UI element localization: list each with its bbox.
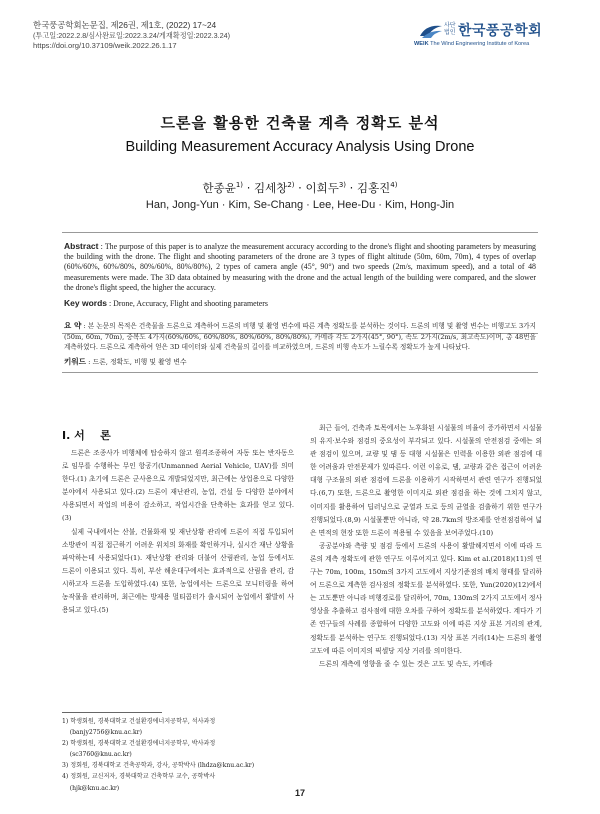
logo-name: 한국풍공학회: [458, 23, 543, 39]
keywords-ko-label: 키워드: [64, 357, 87, 366]
footnote: (banjy2756@knu.ac.kr): [62, 729, 142, 737]
keywords-text: Drone, Accuracy, Flight and shooting parameters: [113, 299, 268, 308]
abstract-label: Abstract: [64, 241, 99, 251]
keywords-english: Key words : Drone, Accuracy, Flight and shooting parameters: [64, 298, 268, 308]
footnote: 4) 정회원, 교신저자, 경북대학교 건축학부 교수, 공학박사: [62, 773, 216, 781]
paragraph: 실제 국내에서는 산불, 건물화재 및 재난상황 관리에 드론이 직접 투입되어 소방관이 직접 접근하기 어려운 위치의 화재를 확인하거나, 실시간 재난 상황을 파악하는데 사용되었다(1). 재난상황 관리와 더불어 산림관리, 농업 등에서도 드론이 이용되고 있다. 특히, 부산 해운대구에서는 효과적으로 산림을 관리, 감시하고자 드론을 도입하였다.(4) 또한, 농업에서는 드론으로 모니터링을 하여 농작물을 관리하며, 최근에는 방제용 멀티콥터가 출시되어 농업에서 활발히 사용되고 있다.(5): [62, 527, 294, 615]
paragraph: 드론은 조종사가 비행체에 탑승하지 않고 원격조종하여 자동 또는 반자동으로 임무를 수행하는 무인 항공기(Unmanned Aerial Vehicle, UAV)를 의미한다.(1) 초기에 드론은 군사용으로 개발되었지만, 최근에는 상업용으로 다양한 분야에서 사용되고 있다.(2) 드론이 재난관리, 농업, 건설 등 다양한 분야에서 사용되면서 작업의 비용이 감소하고, 작업시간을 단축하는 효과를 얻고 있다.(3): [62, 449, 294, 523]
logo-sub: 사단 법인: [444, 22, 456, 36]
footnotes: [62, 716, 297, 794]
page-number: 17: [294, 788, 305, 798]
paragraph: 드론의 계측에 영향을 줄 수 있는 것은 고도 및 속도, 카메라: [319, 659, 493, 668]
summary-korean: 요 약 : 본 논문의 목적은 건축물을 드론으로 계측하여 드론의 비행 및 촬영 변수에 따른 계측 정확도를 분석하는 것이다. 드론의 비행 및 촬영 변수는 비행고도 3가지(50m, 60m, 70m), 중복도 4가지(60%/60%, 60%/80%, 80%/60%, 80%/80%), 카메라 각도 2가지(45°, 90°), 속도 2가지(2m/s, 최고속도)이며, 총 48번을 계측하였다. 드론으로 계측하여 얻은 3D 데이터와 실제 건축물의 길이를 비교하였으며, 드론의 비행 속도가 느릴수록 정확도가 높게 나타났다.: [64, 321, 536, 352]
section-heading: I. 서 론: [62, 429, 111, 442]
journal-line: 한국풍공학회논문집, 제26권, 제1호, (2022) 17~24: [33, 20, 217, 30]
logo-english: WEIK The Wind Engineering Institute of Korea: [414, 41, 530, 47]
paragraph: 공공분야와 측량 및 점검 등에서 드론의 사용이 활발해지면서 이에 따라 드론의 계측 정확도에 관한 연구도 이루어지고 있다. Kim et al.(2018)(11)의 연구는 70m, 100m, 150m의 3가지 고도에서 지상기준점의 배치 형태를 달리하여 드론으로 계측한 검사점의 정확도를 분석하였다. 또한, Yun(2020)(12)에서는 고도뿐만 아니라 비행경로를 달리하여, 70m, 130m의 2가지 고도에서 정사영상을 추출하고 검사점에 대한 오차를 구하여 정확도를 분석하였다. 계다가 기존 연구들의 사례를 종합하여 다양한 고도와 이에 따른 지상 표본 거리의 관계, 정확도를 분석하는 연구도 진행되었다.(13) 지상 표본 거리(14)는 드론의 촬영고도에 따른 이미지의 픽셀당 지상 거리를 의미한다.: [310, 541, 542, 655]
body-right-column: [310, 422, 542, 671]
title-english: Building Measurement Accuracy Analysis Using Drone: [125, 139, 475, 155]
summary-text: 본 논문의 목적은 건축물을 드론으로 계측하여 드론의 비행 및 촬영 변수에 따른 계측 정확도를 분석하는 것이다. 드론의 비행 및 촬영 변수는 비행고도 3가지(50m, 60m, 70m), 중복도 4가지(60%/60%, 60%/80%, 80%/60%, 80%/80%), 카메라 각도 2가지(45°, 90°), 속도 2가지(2m/s, 최고속도)이며, 총 48번을 계측하였다. 드론으로 계측하여 얻은 3D 데이터와 실제 건축물의 길이를 비교하였으며, 드론의 비행 속도가 느릴수록 정확도가 높게 나타났다.: [64, 322, 536, 352]
paragraph: 최근 들어, 건축과 토목에서는 노후화된 시설물의 비율이 증가하면서 시설물의 유지·보수와 점검의 중요성이 부각되고 있다. 시설물의 안전점검 중에는 외관 점검이 있으며, 교량 및 댐 등 대형 시설물은 인력을 이용한 외관 점검에 대한 어려움과 안전문제가 있따른다. 이런 이유로, 댐, 교량과 같은 접근이 어려운 대형 구조물의 외관 점검에 드론을 이용하기 시작하면서 관련 연구가 진행되었다.(6,7) 또한, 드론으로 촬영한 이미지로 외관 점검을 하는 것에 그치지 않고, 이미지를 활용하여 딥러닝으로 균열과 도로 등의 균열을 검출하기 위한 연구가 진행되었다.(8,9) 시설물뿐만 아니라, 약 28.7km의 방조제를 안전점검하여 넓은 면적의 현장 또한 드론이 적용될 수 있음을 보여주었다.(10): [310, 424, 542, 537]
body-left-column: [62, 447, 294, 617]
keywords-ko-text: 드론, 정확도, 비행 및 촬영 변수: [92, 358, 187, 366]
authors-english: Han, Jong-Yun · Kim, Se-Chang · Lee, Hee-Du · Kim, Hong-Jin: [145, 199, 455, 211]
title-korean: 드론을 활용한 건축물 계측 정확도 분석: [160, 114, 440, 132]
journal-meta: [33, 20, 230, 52]
abstract-text: The purpose of this paper is to analyze the measurement accuracy according to the drone's flight and shooting parameters by measuring the building with the drone. The flight and shooting parameters of the drone are 3 types of flight altitude (50m, 60m, 70m), 4 types of overlap (60%/60%, 60%/80%, 80%/60%, 80%/80%), 2 types of camera angle (45°, 90°) and two speeds (2m/s, maximum speed), and a total of 48 measurements were made. The 3D data obtained by measuring with the drone and the actual length of the building were compared, and the slower the drone's flight speed, the higher the accuracy.: [64, 242, 537, 292]
keywords-korean: 키워드 : 드론, 정확도, 비행 및 촬영 변수: [64, 357, 187, 366]
society-logo: [414, 20, 564, 50]
authors-korean: 한종윤$^{1)}$ · 김세창$^{2)}$ · 이희두$^{3)}$ · 김홍진$^{4)}$: [202, 181, 398, 195]
summary-label: 요 약: [64, 321, 82, 330]
doi-link[interactable]: https://doi.org/10.37109/weik.2022.26.1.17: [33, 41, 177, 50]
dates-line: (투고일:2022.2.8/심사완료일:2022.3.24/게재확정일:2022.3.24): [33, 30, 230, 40]
footnote: (hjk@knu.ac.kr): [62, 784, 120, 792]
keywords-label: Key words: [64, 298, 107, 308]
footnote: 1) 학생회원, 경북대학교 건설환경에너지공학부, 석사과정: [62, 718, 216, 725]
footnote-divider: [62, 712, 162, 713]
abstract: Abstract : The purpose of this paper is to analyze the measurement accuracy according to the drone's flight and shooting parameters by measuring the building with the drone. The flight and shooting parameters of the drone are 3 types of flight altitude (50m, 60m, 70m), 4 types of overlap (60%/60%, 60%/80%, 80%/60%, 80%/80%), 2 types of camera angle (45°, 90°) and two speeds (2m/s, maximum speed), and a total of 48 measurements were made. The 3D data obtained by measuring with the drone and the actual length of the building were compared, and the slower the drone's flight speed, the higher the accuracy.: [64, 241, 537, 292]
footnote: (sc3760@knu.ac.kr): [62, 751, 132, 759]
footnote: 3) 정회원, 경북대학교 건축공학과, 강사, 공학박사 (lhdza@knu.ac.kr): [62, 762, 255, 770]
footnote: 2) 학생회원, 경북대학교 건설환경에너지공학부, 박사과정: [62, 740, 216, 748]
